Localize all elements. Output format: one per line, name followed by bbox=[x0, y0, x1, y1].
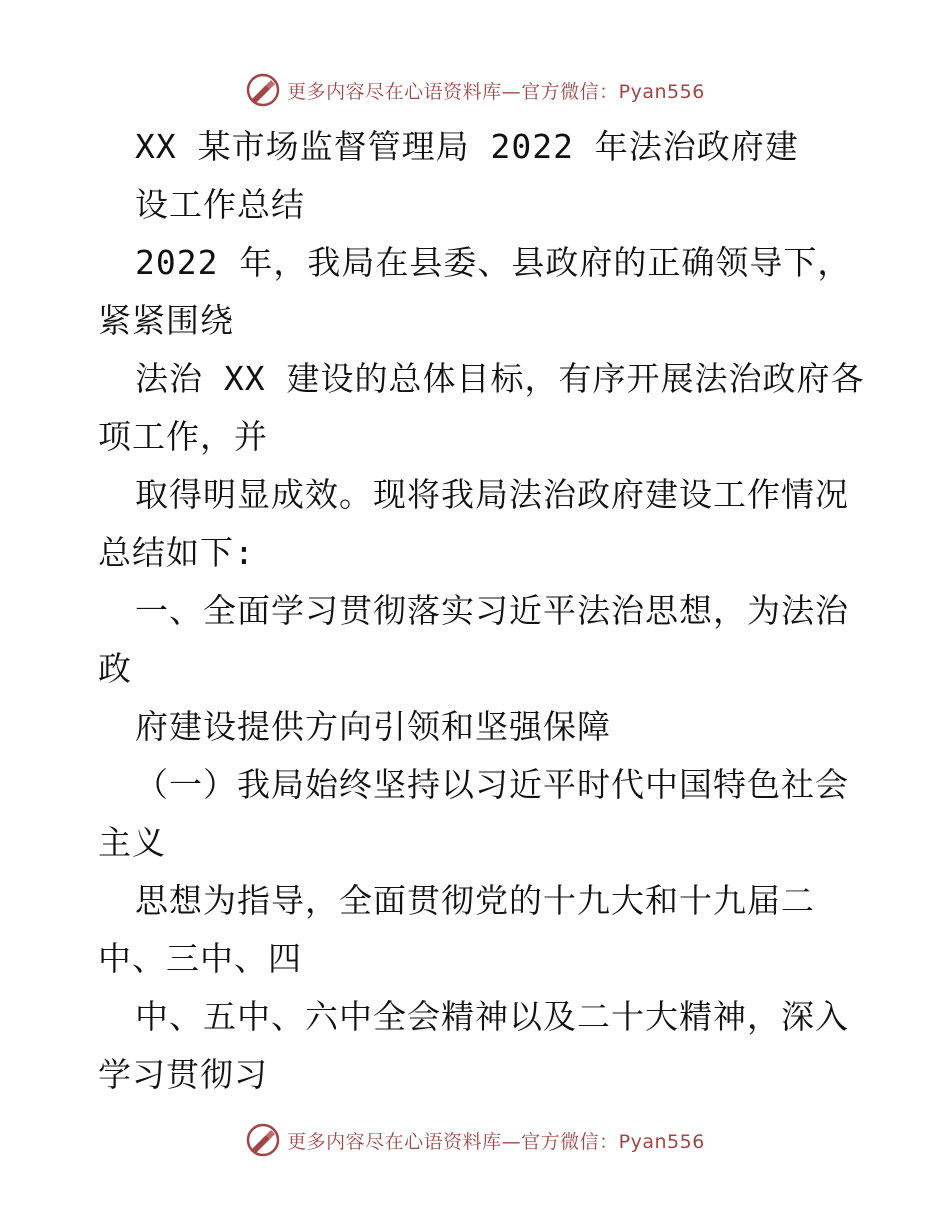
paragraph-line: 学习贯彻习 bbox=[98, 1055, 268, 1094]
section-heading-line: 府建设提供方向引领和坚强保障 bbox=[135, 707, 611, 746]
title-line-1: XX 某市场监督管理局 2022 年法治政府建 bbox=[135, 127, 799, 166]
paragraph-line: 中、三中、四 bbox=[98, 939, 302, 978]
pen-nib-circle-icon bbox=[245, 1122, 281, 1158]
document-body bbox=[98, 118, 865, 1104]
paragraph-line: 取得明显成效。现将我局法治政府建设工作情况 bbox=[135, 475, 849, 514]
paragraph-line: 思想为指导，全面贯彻党的十九大和十九届二 bbox=[135, 881, 815, 920]
section-heading-line: 政 bbox=[98, 649, 132, 688]
pen-nib-circle-icon bbox=[245, 72, 281, 108]
paragraph-line: 总结如下: bbox=[98, 533, 255, 572]
paragraph-line: 法治 XX 建设的总体目标，有序开展法治政府各 bbox=[135, 359, 865, 398]
paragraph-line: （一）我局始终坚持以习近平时代中国特色社会 bbox=[135, 765, 849, 804]
header-watermark bbox=[0, 70, 950, 110]
paragraph-line: 主义 bbox=[98, 823, 166, 862]
section-heading-line: 一、全面学习贯彻落实习近平法治思想，为法治 bbox=[135, 591, 849, 630]
paragraph-line: 2022 年，我局在县委、县政府的正确领导下， bbox=[135, 243, 852, 282]
watermark-text: 更多内容尽在心语资料库—官方微信：Pyan556 bbox=[287, 80, 705, 103]
title-line-2: 设工作总结 bbox=[135, 185, 305, 224]
paragraph-line: 紧紧围绕 bbox=[98, 301, 234, 340]
paragraph-line: 中、五中、六中全会精神以及二十大精神，深入 bbox=[135, 997, 849, 1036]
paragraph-line: 项工作，并 bbox=[98, 417, 268, 456]
footer-watermark bbox=[0, 1120, 950, 1160]
watermark-text: 更多内容尽在心语资料库—官方微信：Pyan556 bbox=[287, 1130, 705, 1153]
